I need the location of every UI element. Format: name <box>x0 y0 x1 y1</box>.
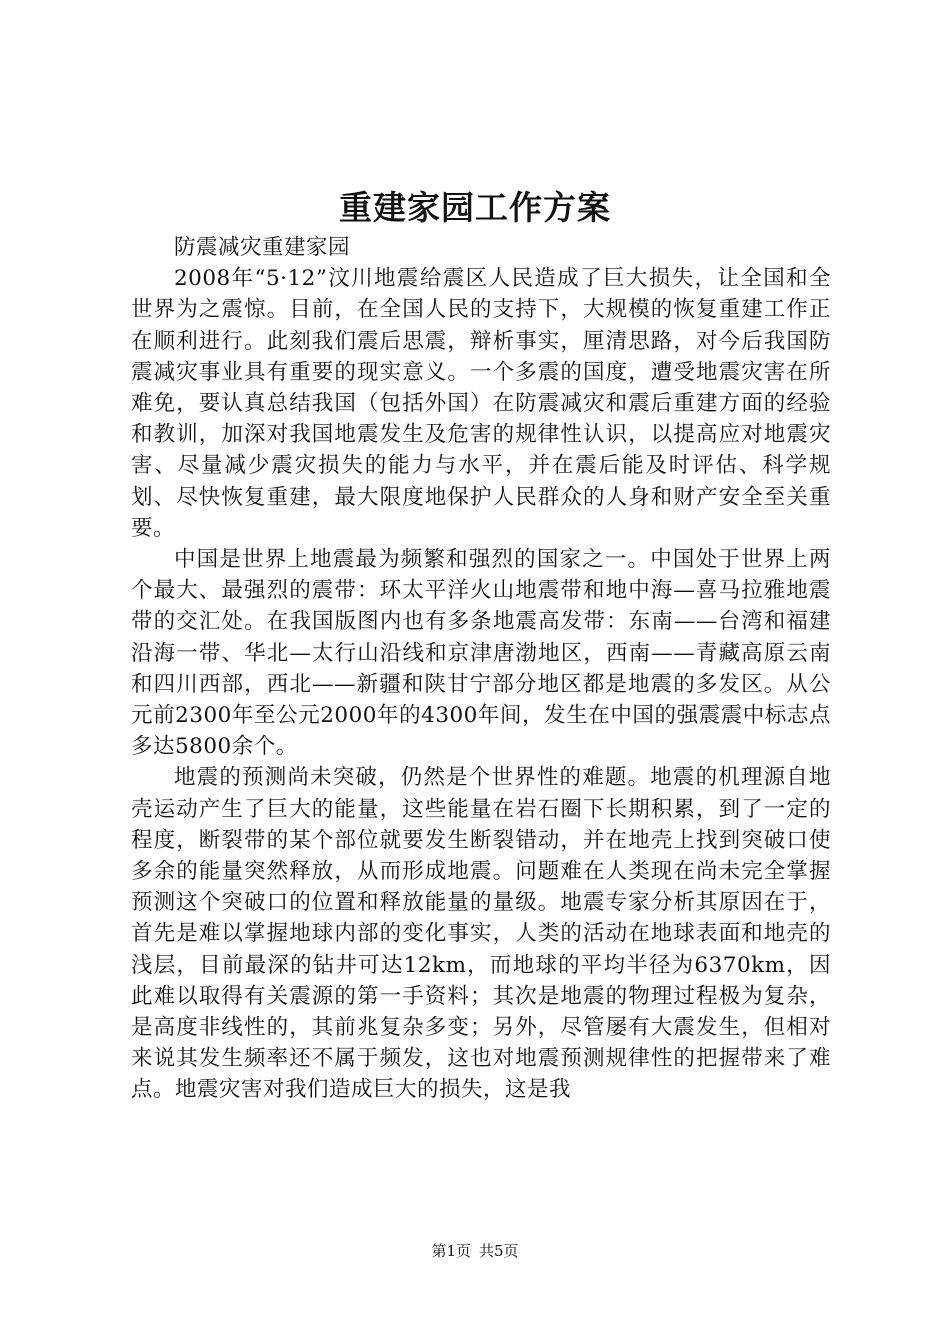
page-number: 第1页 <box>431 1242 471 1260</box>
page-footer <box>0 1241 950 1261</box>
document-body <box>131 232 831 1106</box>
body-paragraph-intro: 2008年“5·12”汶川地震给震区人民造成了巨大损失，让全国和全世界为之震惊。目前，在全国人民的支持下，大规模的恢复重建工作正在顺利进行。此刻我们震后思震，辩析事实，厘清思路，对今后我国防震减灾事业具有重要的现实意义。一个多震的国度，遭受地震灾害在所难免，要认真总结我国（包括外国）在防震减灾和震后重建方面的经验和教训，加深对我国地震发生及危害的规律性认识，以提高应对地震灾害、尽量减少震灾损失的能力与水平，并在震后能及时评估、科学规划、尽快恢复重建，最大限度地保护人民群众的人身和财产安全至关重要。 <box>131 266 831 541</box>
body-paragraph-seismic-zones: 中国是世界上地震最为频繁和强烈的国家之一。中国处于世界上两个最大、最强烈的震带：环太平洋火山地震带和地中海—喜马拉雅地震带的交汇处。在我国版图内也有多条地震高发带：东南——台湾和福建沿海一带、华北—太行山沿线和京津唐渤地区，西南——青藏高原云南和四川西部，西北——新疆和陕甘宁部分地区都是地震的多发区。从公元前2300年至公元2000年的4300年间，发生在中国的强震震中标志点多达5800余个。 <box>131 547 831 760</box>
body-paragraph-prediction: 地震的预测尚未突破，仍然是个世界性的难题。地震的机理源自地壳运动产生了巨大的能量，这些能量在岩石圈下长期积累，到了一定的程度，断裂带的某个部位就要发生断裂错动，并在地壳上找到突破口使多余的能量突然释放，从而形成地震。问题难在人类现在尚未完全掌握预测这个突破口的位置和释放能量的量级。地震专家分析其原因在于，首先是难以掌握地球内部的变化事实，人类的活动在地球表面和地壳的浅层，目前最深的钻井可达12km，而地球的平均半径为6370km，因此难以取得有关震源的第一手资料；其次是地震的物理过程极为复杂，是高度非线性的，其前兆复杂多变；另外，尽管屡有大震发生，但相对来说其发生频率还不属于频发，这也对地震预测规律性的把握带来了难点。地震灾害对我们造成巨大的损失，这是我 <box>131 765 831 1103</box>
page-total: 共5页 <box>479 1242 519 1260</box>
subtitle-paragraph: 防震减灾重建家园 <box>174 235 351 260</box>
document-title: 重建家园工作方案 <box>339 188 611 227</box>
